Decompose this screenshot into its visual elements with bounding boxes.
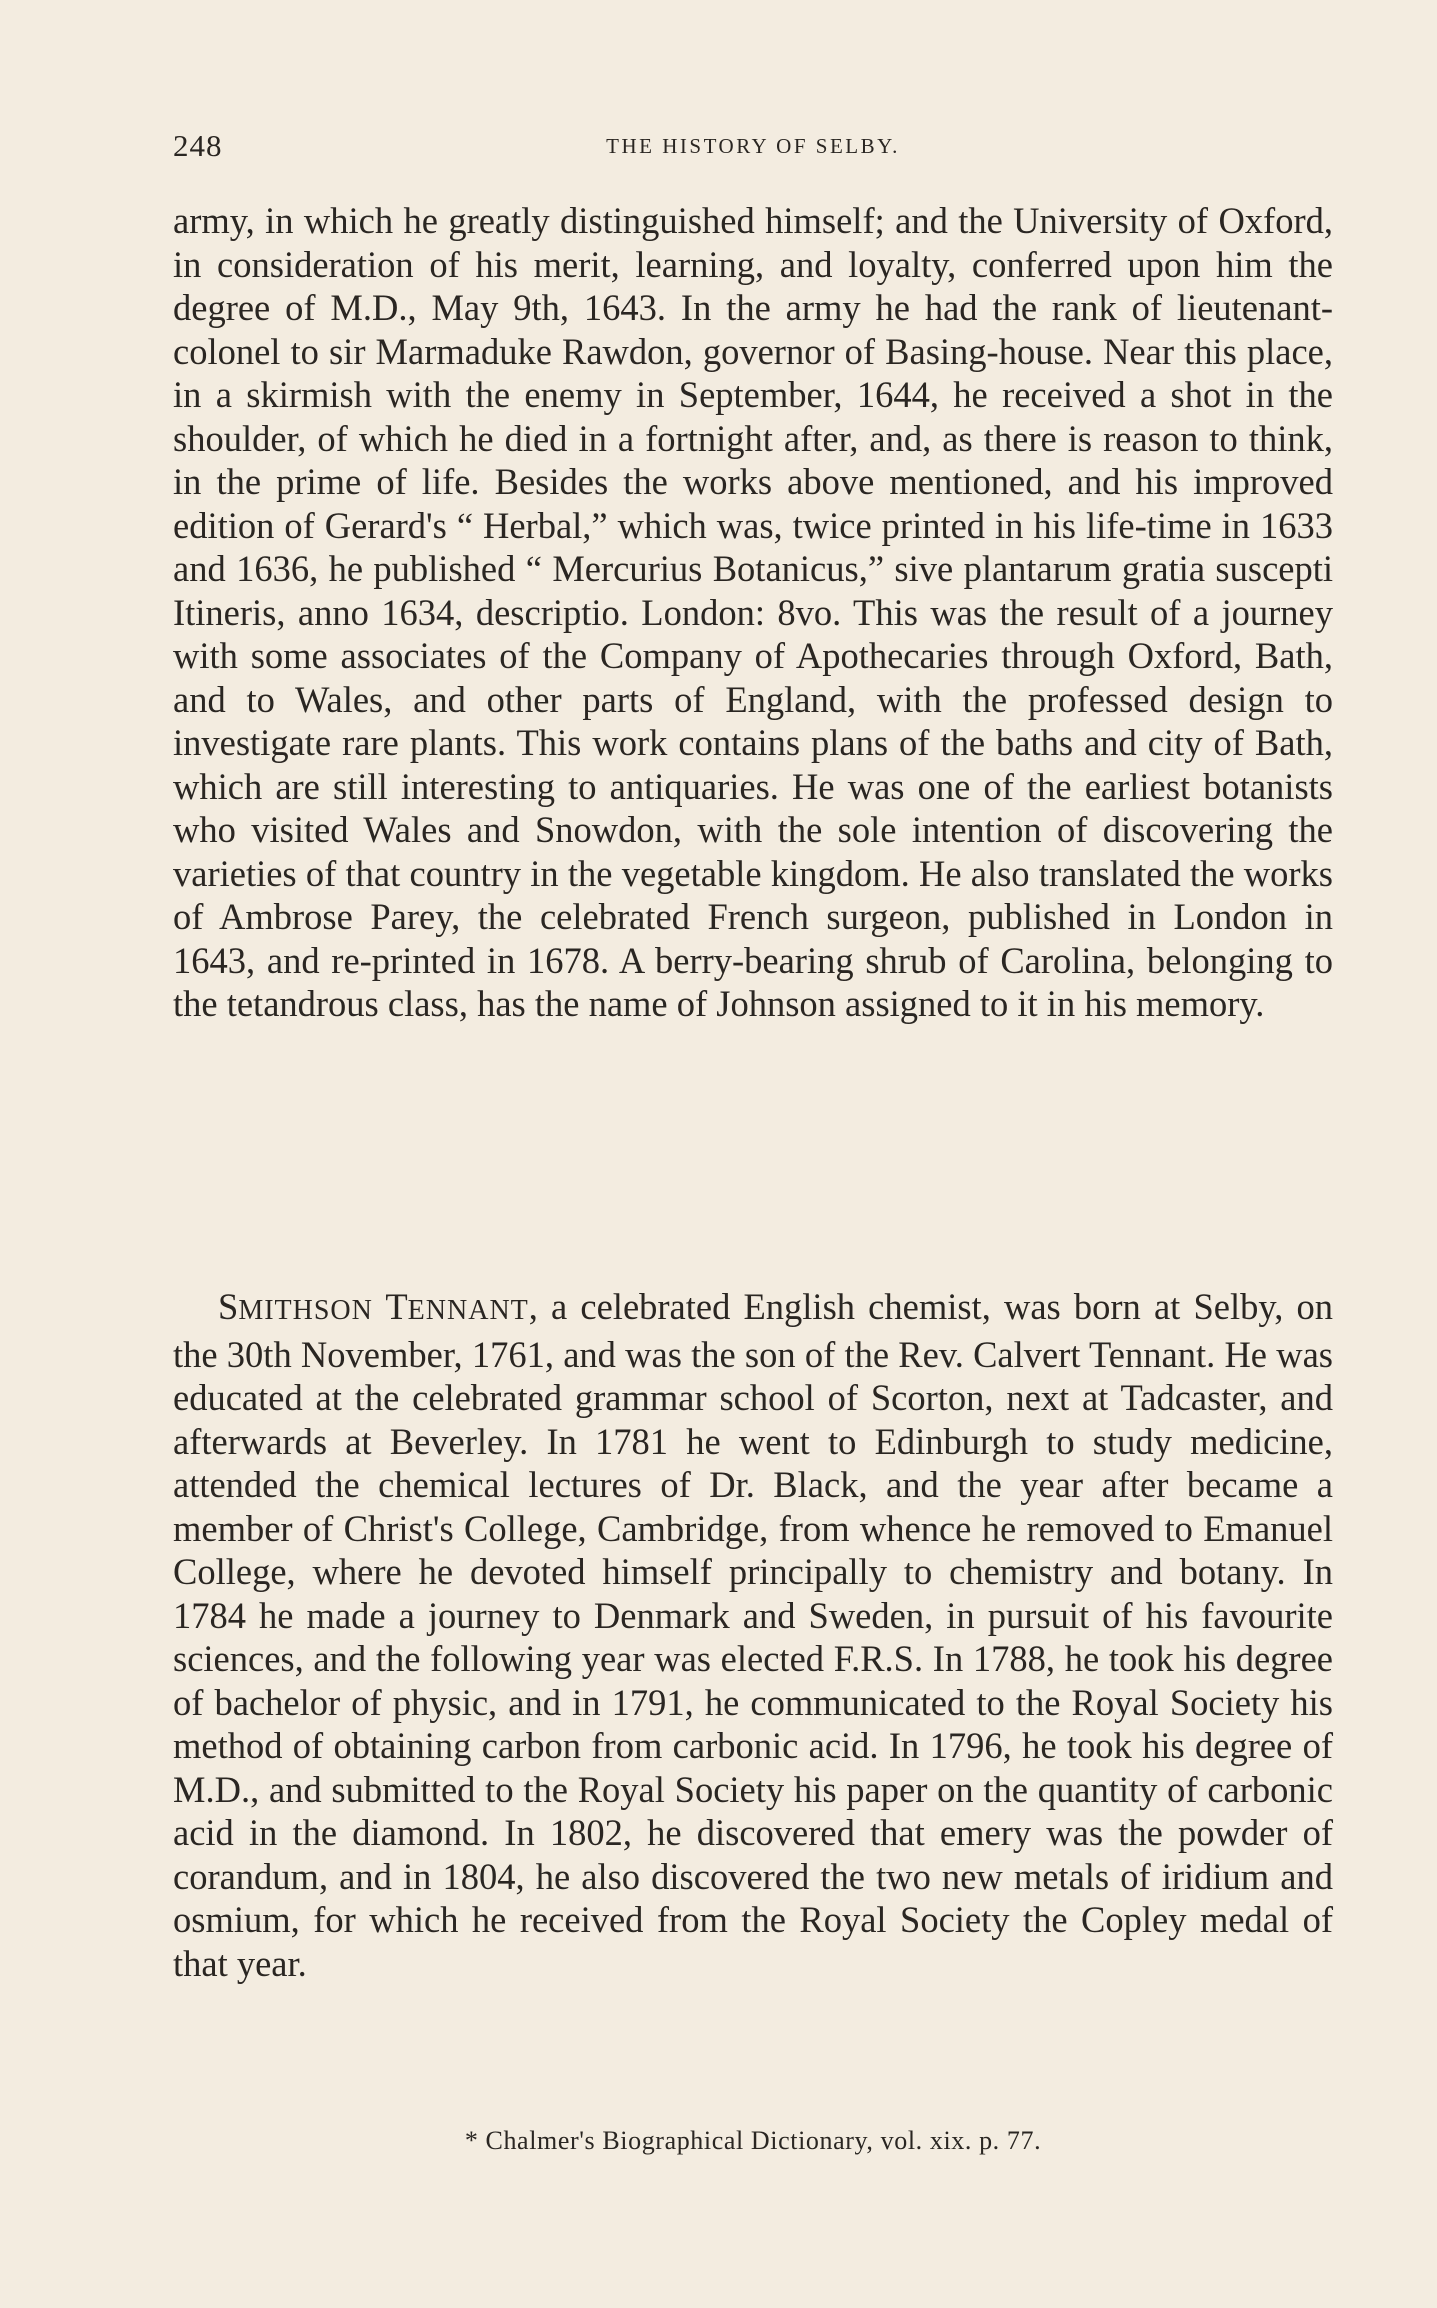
paragraph-smithson-tennant	[173, 1285, 1333, 1985]
name-tennant: TENNANT	[385, 1286, 529, 1327]
paragraph-text: , a celebrated English chemist, was born at Selby, on the 30th November, 1761, and was the son of the Rev. Calvert Tennant. He was educated at the celebrated grammar school of Scorton, next at Tadcaster, and afterwards at Beverley. In 1781 he went to Edinburgh to study medicine, attended the chemical lectures of Dr. Black, and the year after became a member of Christ's College, Cambridge, from whence he removed to Emanuel College, where he devoted himself principally to chemistry and botany. In 1784 he made a journey to Denmark and Sweden, in pursuit of his favourite sciences, and the following year was elected F.R.S. In 1788, he took his degree of bachelor of physic, and in 1791, he communicated to the Royal Society his method of obtaining carbon from carbonic acid. In 1796, he took his degree of M.D., and submitted to the Royal Society his paper on the quantity of carbonic acid in the diamond. In 1802, he discovered that emery was the powder of corandum, and in 1804, he also discovered the two new metals of iridium and osmium, for which he received from the Royal Society the Copley medal of that year.	[173, 1286, 1333, 1984]
name-smithson: SMITHSON	[218, 1286, 373, 1327]
running-title: THE HISTORY OF SELBY.	[606, 134, 900, 158]
paragraph-johnson-continued: army, in which he greatly distinguished himself; and the University of Oxford, in consideration of his merit, learning, and loyalty, conferred upon him the degree of M.D., May 9th, 1643. In the army he had the rank of lieutenant-colonel to sir Marmaduke Rawdon, governor of Basing-house. Near this place, in a skirmish with the enemy in September, 1644, he received a shot in the shoulder, of which he died in a fortnight after, and, as there is reason to think, in the prime of life. Besides the works above mentioned, and his improved edition of Gerard's “ Herbal,” which was, twice printed in his life-time in 1633 and 1636, he published “ Mercurius Botanicus,” sive plantarum gratia suscepti Itineris, anno 1634, descriptio. London: 8vo. This was the result of a journey with some associates of the Company of Apothecaries through Oxford, Bath, and to Wales, and other parts of England, with the professed design to investigate rare plants. This work contains plans of the baths and city of Bath, which are still interesting to antiquaries. He was one of the earliest botanists who visited Wales and Snowdon, with the sole intention of discovering the varieties of that country in the vegetable kingdom. He also translated the works of Ambrose Parey, the celebrated French surgeon, published in London in 1643, and re-printed in 1678. A berry-bearing shrub of Carolina, belonging to the tetandrous class, has the name of Johnson assigned to it in his memory.	[173, 200, 1333, 1024]
footnote: * Chalmer's Biographical Dictionary, vol. xix. p. 77.	[464, 2126, 1042, 2155]
page-number: 248	[173, 128, 223, 163]
page-header	[173, 128, 1333, 168]
